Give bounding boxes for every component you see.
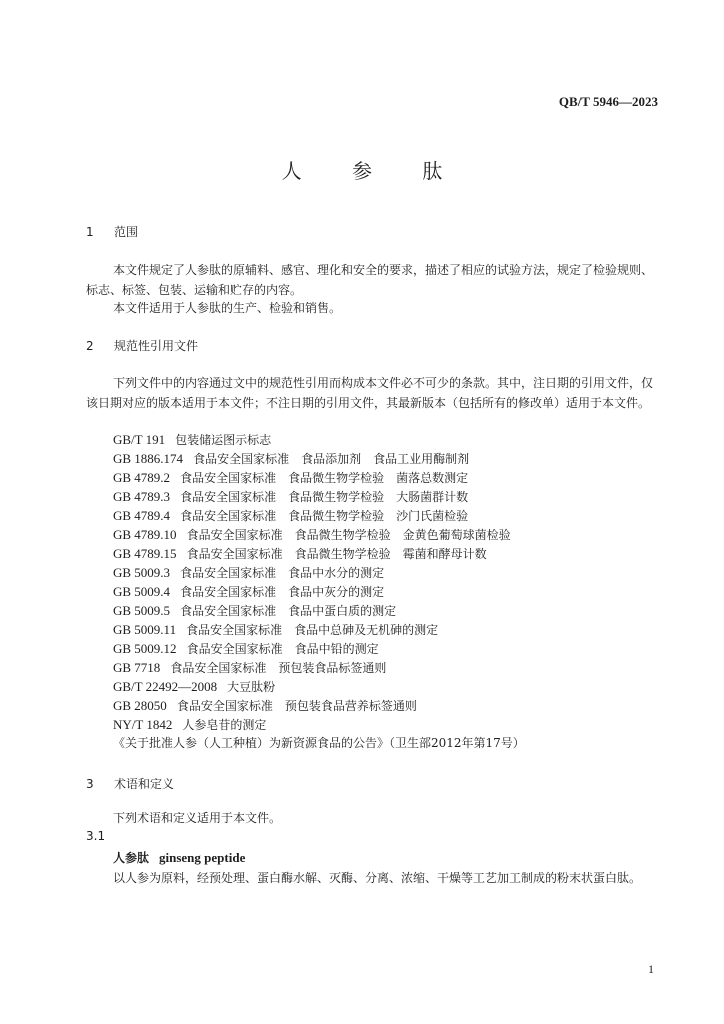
reference-title: 食品安全国家标准 食品微生物学检验 沙门氏菌检验 (180, 509, 469, 523)
reference-code: GB/T 191 (113, 432, 166, 447)
scope-paragraph: 本文件规定了人参肽的原辅料、感官、理化和安全的要求，描述了相应的试验方法，规定了检验规则、标志、标签、包装、运输和贮存的内容。 (86, 263, 654, 297)
reference-item (113, 620, 525, 639)
reference-title: 大豆肽粉 (227, 680, 276, 694)
reference-code: GB 5009.12 (113, 641, 177, 656)
reference-list (113, 430, 525, 753)
section-title: 规范性引用文件 (114, 339, 199, 353)
term-name-cn: 人参肽 (113, 851, 150, 865)
section-2-heading (86, 337, 198, 354)
reference-item (113, 677, 525, 696)
reference-title: 食品安全国家标准 预包装食品标签通则 (170, 661, 387, 675)
scope-applicability: 本文件适用于人参肽的生产、检验和销售。 (113, 301, 342, 315)
reference-title: 食品安全国家标准 食品中蛋白质的测定 (180, 604, 397, 618)
reference-item (113, 734, 525, 753)
reference-item (113, 563, 525, 582)
section-title: 术语和定义 (114, 777, 175, 791)
reference-item (113, 525, 525, 544)
reference-item (113, 639, 525, 658)
term-name-en: ginseng peptide (159, 850, 246, 865)
reference-title: 食品安全国家标准 食品微生物学检验 菌落总数测定 (180, 471, 469, 485)
reference-code: GB 4789.10 (113, 527, 177, 542)
section-number: 1 (86, 225, 94, 239)
term-definition: 以人参为原料，经预处理、蛋白酶水解、灭酶、分离、浓缩、干燥等工艺加工制成的粉末状蛋白肽。 (113, 871, 642, 885)
reference-title: 食品安全国家标准 食品中铅的测定 (186, 642, 379, 656)
reference-item (113, 582, 525, 601)
standard-code: QB/T 5946—2023 (558, 94, 658, 109)
reference-title: 包装储运图示标志 (175, 433, 272, 447)
section-3-heading (86, 775, 174, 792)
reference-title: 《关于批准人参（人工种植）为新资源食品的公告》（卫生部2012年第17号） (113, 736, 525, 750)
reference-item (113, 506, 525, 525)
reference-item (113, 658, 525, 677)
reference-code: GB 1886.174 (113, 451, 184, 466)
reference-title: 食品安全国家标准 食品中灰分的测定 (180, 585, 385, 599)
reference-item (113, 696, 525, 715)
reference-item (113, 468, 525, 487)
section-number: 2 (86, 339, 94, 353)
reference-title: 食品安全国家标准 预包装食品营养标签通则 (176, 699, 417, 713)
section-title: 范围 (114, 225, 139, 239)
term-number: 3.1 (86, 829, 106, 843)
reference-code: GB 7718 (113, 660, 161, 675)
reference-title: 食品安全国家标准 食品添加剂 食品工业用酶制剂 (193, 452, 470, 466)
reference-code: GB 5009.5 (113, 603, 171, 618)
reference-title: 食品安全国家标准 食品微生物学检验 霉菌和酵母计数 (186, 547, 487, 561)
reference-title: 食品安全国家标准 食品微生物学检验 金黄色葡萄球菌检验 (186, 528, 511, 542)
reference-code: GB 5009.4 (113, 584, 171, 599)
document-title: 人 参 肽 (281, 159, 465, 183)
terms-intro: 下列术语和定义适用于本文件。 (113, 811, 282, 825)
reference-title: 人参皂苷的测定 (182, 718, 267, 732)
page-number: 1 (648, 962, 654, 976)
normative-refs-intro: 下列文件中的内容通过文中的规范性引用而构成本文件必不可少的条款。其中，注日期的引用文件，仅该日期对应的版本适用于本文件；不注日期的引用文件，其最新版本（包括所有的修改单）适用于本文件。 (86, 376, 654, 410)
reference-title: 食品安全国家标准 食品微生物学检验 大肠菌群计数 (180, 490, 469, 504)
reference-title: 食品安全国家标准 食品中总砷及无机砷的测定 (186, 623, 439, 637)
section-number: 3 (86, 777, 94, 791)
reference-code: GB 4789.15 (113, 546, 177, 561)
reference-title: 食品安全国家标准 食品中水分的测定 (180, 566, 385, 580)
reference-code: GB 5009.3 (113, 565, 171, 580)
reference-code: GB/T 22492—2008 (113, 679, 218, 694)
reference-code: GB 4789.4 (113, 508, 171, 523)
reference-code: GB 28050 (113, 698, 167, 713)
reference-item (113, 430, 525, 449)
reference-item (113, 544, 525, 563)
term-name (113, 849, 245, 866)
reference-code: GB 4789.2 (113, 470, 171, 485)
reference-item (113, 487, 525, 506)
reference-item (113, 449, 525, 468)
reference-item (113, 715, 525, 734)
section-1-heading (86, 223, 138, 240)
reference-code: GB 5009.11 (113, 622, 177, 637)
reference-code: GB 4789.3 (113, 489, 171, 504)
reference-code: NY/T 1842 (113, 717, 173, 732)
reference-item (113, 601, 525, 620)
